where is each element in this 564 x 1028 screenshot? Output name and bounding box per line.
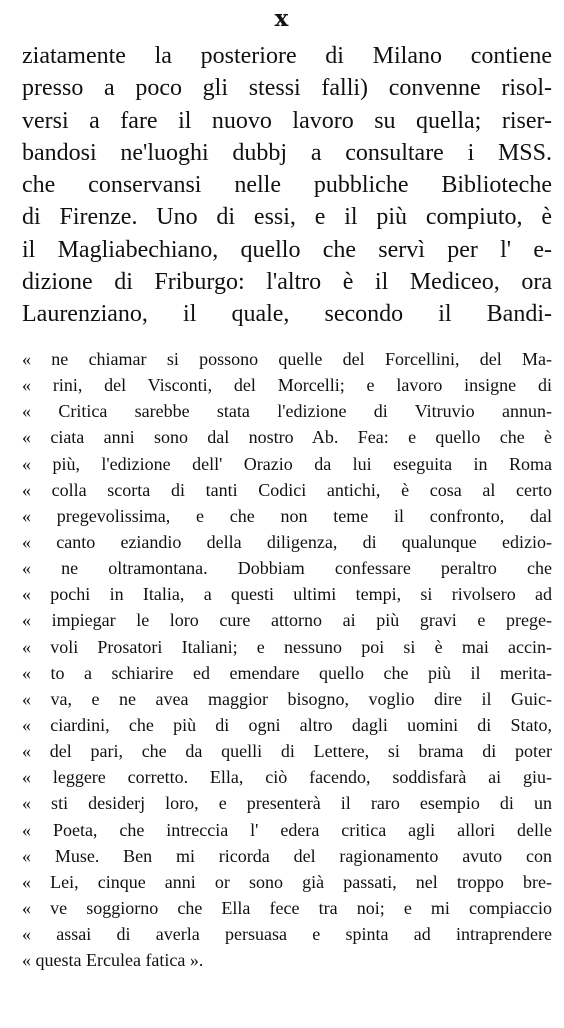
- footnote-line: « pregevolissima, e che non teme il confronto, dal: [22, 505, 552, 526]
- footnote-line: « ne chiamar si possono quelle del Forcellini, del Ma-: [22, 349, 552, 369]
- footnote-line: « assai di averla persuasa e spinta ad intraprendere: [22, 924, 552, 945]
- footnote-line: « colla scorta di tanti Codici antichi, è cosa al certo: [22, 479, 552, 500]
- footnote-line: « impiegar le loro cure attorno ai più gravi e prege-: [22, 610, 552, 631]
- footnote-line: « rini, del Visconti, del Morcelli; e lavoro insigne di: [22, 375, 552, 396]
- main-text-line: versi a fare il nuovo lavoro su quella; riser-: [22, 107, 552, 134]
- footnote-line: « del pari, che da quelli di Lettere, si brama di poter: [22, 741, 552, 762]
- main-text-line: Laurenziano, il quale, secondo il Bandi-: [22, 301, 552, 328]
- main-text-block: [22, 40, 552, 331]
- footnote-line: « va, e ne avea maggior bisogno, voglio dire il Guic-: [22, 688, 552, 709]
- main-text-line: di Firenze. Uno di essi, e il più compiuto, è: [22, 204, 552, 231]
- footnote-line: « voli Prosatori Italiani; e nessuno poi si è mai accin-: [22, 636, 552, 657]
- page-number: x: [274, 5, 290, 32]
- footnote-line: « canto eziandio della diligenza, di qualunque edizio-: [22, 531, 552, 552]
- footnote-line: « ciardini, che più di ogni altro dagli uomini di Stato,: [22, 714, 552, 735]
- footnote-line: « Muse. Ben mi ricorda del ragionamento avuto con: [22, 845, 552, 866]
- main-text-line: ziatamente la posteriore di Milano contiene: [22, 43, 552, 69]
- main-text-line: bandosi ne'luoghi dubbj a consultare i MSS.: [22, 139, 552, 166]
- footnote-line: « ve soggiorno che Ella fece tra noi; e mi compiaccio: [22, 897, 552, 918]
- footnote-line: « to a schiarire ed emendare quello che più il merita-: [22, 662, 552, 683]
- footnote-line: « ciata anni sono dal nostro Ab. Fea: e quello che è: [22, 427, 552, 448]
- footnote-line: « Critica sarebbe stata l'edizione di Vitruvio annun-: [22, 401, 552, 422]
- footnote-line: « Poeta, che intreccia l' edera critica agli allori delle: [22, 819, 552, 840]
- main-text-line: presso a poco gli stessi falli) convenne risol-: [22, 75, 552, 102]
- main-text-line: dizione di Friburgo: l'altro è il Mediceo, ora: [22, 269, 552, 296]
- footnote-line: « pochi in Italia, a questi ultimi tempi, si rivolsero ad: [22, 584, 552, 605]
- footnote-block: [22, 346, 552, 973]
- footnote-line: « sti desiderj loro, e presenterà il raro esempio di un: [22, 793, 552, 814]
- main-text-line: il Magliabechiano, quello che servì per l' e-: [22, 236, 552, 263]
- main-text-line: che conservansi nelle pubbliche Biblioteche: [22, 172, 552, 199]
- footnote-line: « Lei, cinque anni or sono già passati, nel troppo bre-: [22, 871, 552, 892]
- footnote-line: « più, l'edizione dell' Orazio da lui eseguita in Roma: [22, 453, 552, 474]
- footnote-line: « questa Erculea fatica ».: [22, 950, 204, 971]
- footnote-line: « leggere corretto. Ella, ciò facendo, soddisfarà ai giu-: [22, 767, 552, 788]
- footnote-line: « ne oltramontana. Dobbiam confessare peraltro che: [22, 558, 552, 579]
